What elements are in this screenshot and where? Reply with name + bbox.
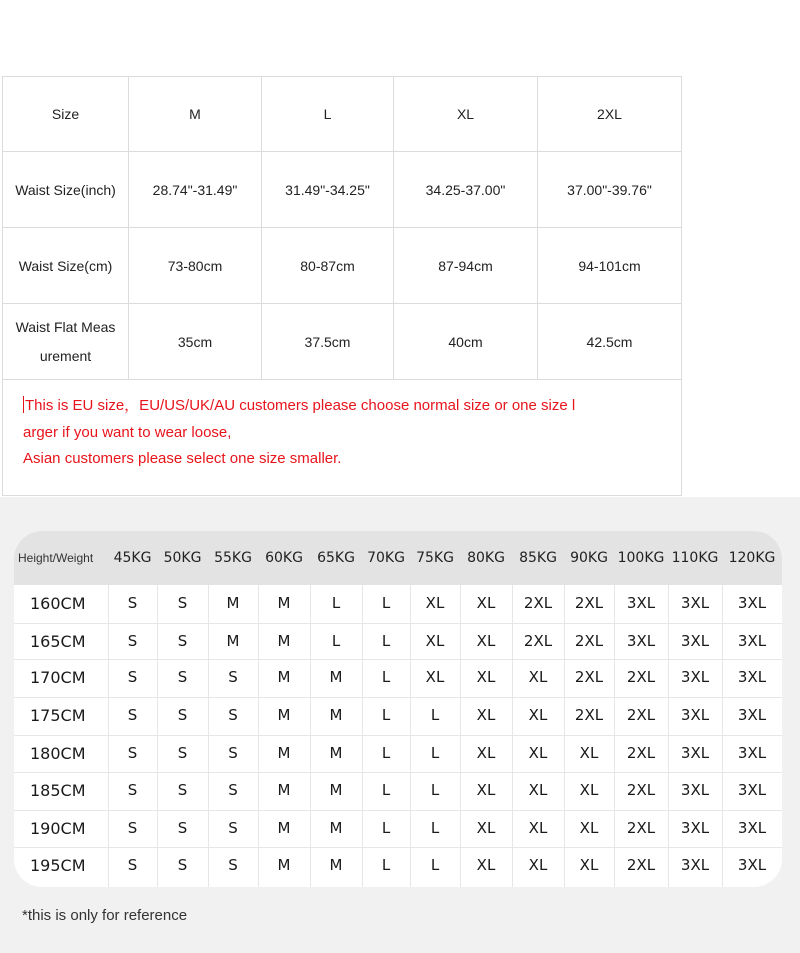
weight-header-85kg: 85KG [519,550,557,566]
weight-header-100kg: 100KG [617,550,665,566]
size-cell: L [381,594,391,612]
row-label-line1: Waist Flat Meas [15,318,116,335]
size-cell: XL [425,632,445,650]
size-cell: M [277,668,291,686]
size-cell: 2XL [574,594,604,612]
table-cell: 42.5cm [538,304,682,380]
row-label [3,304,129,380]
size-cell: 2XL [626,819,656,837]
size-cell: 2XL [626,706,656,724]
size-cell: L [430,744,440,762]
size-header-2xl: 2XL [538,77,682,152]
weight-header-90kg: 90KG [570,550,608,566]
table-cell: 80-87cm [262,228,394,304]
size-cell: M [277,819,291,837]
size-cell: 2XL [574,632,604,650]
size-cell: 2XL [626,781,656,799]
size-cell: S [177,632,188,650]
size-cell: S [177,594,188,612]
row-label: Waist Size(cm) [3,228,129,304]
size-cell: L [430,706,440,724]
size-cell: 3XL [737,856,767,874]
size-cell: 2XL [626,744,656,762]
size-cell: S [228,856,238,874]
table-cell: 94-101cm [538,228,682,304]
table-cell: 87-94cm [394,228,538,304]
text-cursor [23,396,24,413]
size-cell: L [381,781,391,799]
table-row [14,772,782,810]
height-label: 175CM [30,706,86,725]
size-cell: M [277,856,291,874]
size-cell: S [127,632,138,650]
size-cell: S [177,744,188,762]
size-cell: 2XL [523,594,553,612]
size-cell: XL [425,668,445,686]
table-row [14,735,782,772]
size-cell: S [228,744,238,762]
height-weight-panel [0,497,800,953]
note-line-3: Asian customers please select one size smaller. [23,450,342,467]
size-cell: 3XL [737,632,767,650]
size-cell: M [277,744,291,762]
size-cell: S [127,594,138,612]
size-cell: S [127,744,138,762]
size-cell: M [277,706,291,724]
size-cell: 2XL [626,668,656,686]
size-cell: M [226,632,240,650]
size-cell: 3XL [737,594,767,612]
size-header-label: Size [3,77,129,152]
waist-cm-row [3,228,682,304]
height-label: 170CM [30,668,86,687]
height-weight-chart [14,531,782,887]
size-cell: M [329,781,343,799]
size-cell: M [329,856,343,874]
size-cell: XL [476,706,496,724]
size-cell: L [381,856,391,874]
weight-header-110kg: 110KG [671,550,719,566]
size-cell: M [277,632,291,650]
size-cell: XL [579,781,599,799]
weight-header-70kg: 70KG [367,550,405,566]
size-cell: XL [476,594,496,612]
size-cell: 2XL [574,668,604,686]
size-cell: 3XL [680,632,710,650]
size-cell: L [381,744,391,762]
waist-inch-row [3,152,682,228]
size-cell: M [329,706,343,724]
size-cell: S [127,706,138,724]
size-cell: 2XL [574,706,604,724]
table-row [14,623,782,659]
size-cell: M [329,744,343,762]
table-row [14,659,782,697]
size-cell: L [381,706,391,724]
size-cell: 3XL [737,668,767,686]
size-cell: XL [476,668,496,686]
size-cell: S [127,781,138,799]
note-line-2: arger if you want to wear loose, [23,423,232,441]
size-cell: S [127,668,138,686]
size-cell: 2XL [523,632,553,650]
size-cell: 3XL [737,744,767,762]
height-label: 160CM [30,594,86,613]
row-label: Waist Size(inch) [3,152,129,228]
size-cell: L [430,819,440,837]
size-cell: XL [528,781,548,799]
table-cell: 28.74"-31.49" [129,152,262,228]
size-cell: S [228,668,238,686]
table-row [14,697,782,735]
size-cell: L [381,632,391,650]
corner-label: Height/Weight [18,551,94,565]
size-header-m: M [129,77,262,152]
size-cell: S [228,706,238,724]
size-cell: XL [528,819,548,837]
weight-header-80kg: 80KG [467,550,505,566]
size-cell: 3XL [680,744,710,762]
size-cell: 3XL [626,594,656,612]
weight-header-120kg: 120KG [728,550,776,566]
table-row [14,810,782,847]
size-cell: XL [528,744,548,762]
table-cell: 31.49"-34.25" [262,152,394,228]
table-row [14,847,782,883]
weight-header-55kg: 55KG [214,550,252,566]
size-cell: M [277,781,291,799]
size-cell: L [381,819,391,837]
size-cell: L [331,594,341,612]
size-cell: XL [476,781,496,799]
size-cell: XL [476,856,496,874]
size-cell: 3XL [737,819,767,837]
size-cell: XL [528,706,548,724]
height-label: 185CM [30,781,86,800]
table-cell: 35cm [129,304,262,380]
size-cell: XL [425,594,445,612]
size-cell: 3XL [680,594,710,612]
size-cell: S [177,668,188,686]
size-cell: XL [528,668,548,686]
size-cell: M [226,594,240,612]
size-note [3,380,682,496]
table-cell: 40cm [394,304,538,380]
size-table [2,76,682,496]
note-row [3,380,682,496]
height-label: 165CM [30,632,86,651]
size-cell: S [127,856,138,874]
size-cell: 2XL [626,856,656,874]
size-cell: XL [476,632,496,650]
table-cell: 37.5cm [262,304,394,380]
weight-header-60kg: 60KG [265,550,303,566]
waist-flat-row [3,304,682,380]
size-cell: S [127,819,138,837]
table-cell: 37.00"-39.76" [538,152,682,228]
size-cell: S [228,819,238,837]
size-header-xl: XL [394,77,538,152]
size-cell: XL [476,744,496,762]
size-cell: S [228,781,238,799]
size-cell: L [331,632,341,650]
height-label: 180CM [30,744,86,763]
height-label: 195CM [30,856,86,875]
size-header-l: L [262,77,394,152]
size-cell: L [430,781,440,799]
size-cell: 3XL [737,781,767,799]
size-cell: 3XL [680,668,710,686]
table-cell: 73-80cm [129,228,262,304]
weight-header-65kg: 65KG [317,550,355,566]
weight-header-75kg: 75KG [416,550,454,566]
size-cell: M [277,594,291,612]
table-cell: 34.25-37.00" [394,152,538,228]
size-cell: M [329,668,343,686]
size-header-row [3,77,682,152]
size-cell: S [177,706,188,724]
weight-header-45kg: 45KG [113,550,152,566]
size-cell: 3XL [626,632,656,650]
size-cell: 3XL [680,781,710,799]
table-row [14,585,782,623]
size-cell: XL [476,819,496,837]
size-cell: XL [528,856,548,874]
note-line-1: This is EU size，EU/US/UK/AU customers please choose normal size or one size l [25,397,576,414]
size-cell: 3XL [737,706,767,724]
size-cell: 3XL [680,856,710,874]
size-cell: XL [579,744,599,762]
size-cell: L [381,668,391,686]
size-cell: XL [579,856,599,874]
size-cell: S [177,781,188,799]
row-label-line2: urement [39,347,92,364]
reference-note: *this is only for reference [22,907,188,924]
size-cell: M [329,819,343,837]
size-cell: XL [579,819,599,837]
size-cell: 3XL [680,819,710,837]
height-label: 190CM [30,819,86,838]
size-cell: S [177,856,188,874]
size-cell: S [177,819,188,837]
size-cell: L [430,856,440,874]
weight-header-50kg: 50KG [163,550,202,566]
size-cell: 3XL [680,706,710,724]
